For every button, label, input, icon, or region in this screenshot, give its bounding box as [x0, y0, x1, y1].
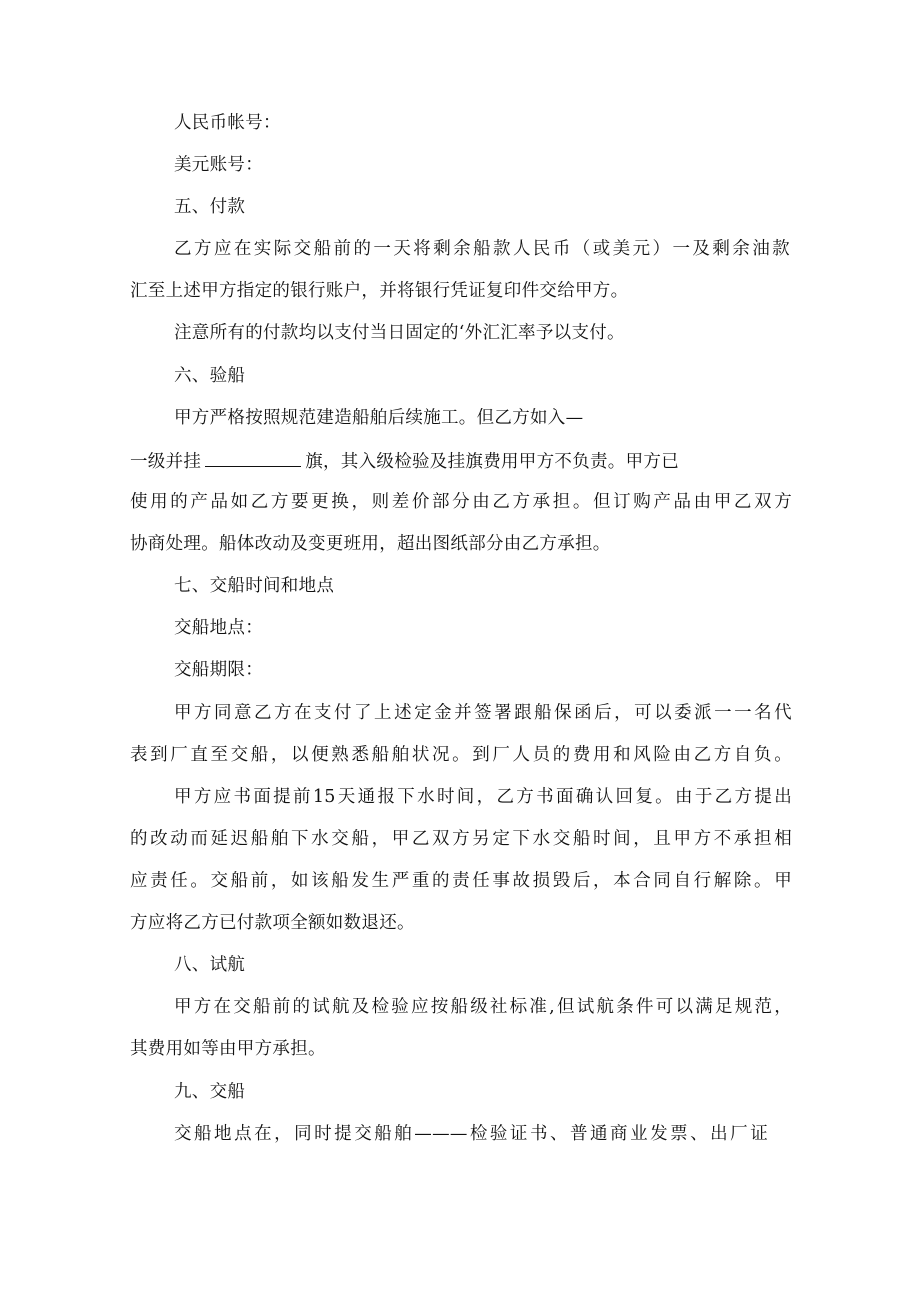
delivery-place-label: 交船地点：	[174, 618, 263, 638]
section-6-paragraph-line-2	[130, 448, 679, 474]
section-7-title: 七、交船时间和地点	[174, 576, 335, 596]
section-5-paragraph-1-line-1: 乙方应在实际交船前的一天将剩余船款人民币（或美元）一及剩余油款	[174, 239, 790, 259]
section-7-paragraph-1-line-2: 表到厂直至交船，以便熟悉船舶状况。到厂人员的费用和风险由乙方自负。	[130, 745, 792, 765]
section-6-paragraph-line-1: 甲方严格按照规范建造船舶后续施工。但乙方如入—	[174, 408, 584, 428]
section-6-title: 六、验船	[174, 366, 246, 386]
section-8-title: 八、试航	[174, 955, 246, 975]
section-5-title: 五、付款	[174, 197, 246, 217]
section-7-paragraph-2-line-3: 应责任。交船前，如该船发生严重的责任事故损毁后，本合同自行解除。甲	[130, 871, 792, 891]
section-7-paragraph-2-line-1: 甲方应书面提前15天通报下水时间，乙方书面确认回复。由于乙方提出	[174, 787, 792, 807]
usd-account-label: 美元账号：	[174, 155, 263, 175]
delivery-period-label: 交船期限：	[174, 660, 263, 680]
section-6-paragraph-line-4: 协商处理。船体改动及变更班用，超出图纸部分由乙方承担。	[130, 534, 611, 554]
section-5-paragraph-2: 注意所有的付款均以支付当日固定的‘外汇汇率予以支付。	[174, 323, 625, 343]
section-5-paragraph-1-line-2: 汇至上述甲方指定的银行账户，并将银行凭证复印件交给甲方。	[130, 281, 629, 301]
section-7-paragraph-1-line-1: 甲方同意乙方在支付了上述定金并签署跟船保函后，可以委派一一名代	[174, 703, 792, 723]
section-6-paragraph-line-3: 使用的产品如乙方要更换，则差价部分由乙方承担。但订购产品由甲乙双方	[130, 492, 792, 512]
section-8-paragraph-line-2: 其费用如等由甲方承担。	[130, 1039, 326, 1059]
section-9-paragraph-line-1: 交船地点在，同时提交船舶———检验证书、普通商业发票、出厂证	[174, 1124, 768, 1144]
flag-blank-field	[205, 448, 301, 467]
rmb-account-label: 人民币帐号：	[174, 113, 281, 133]
section-9-title: 九、交船	[174, 1082, 246, 1102]
section-8-paragraph-line-1: 甲方在交船前的试航及检验应按船级社标准,但试航条件可以满足规范，	[174, 997, 792, 1017]
section-7-paragraph-2-line-4: 方应将乙方已付款项全额如数退还。	[130, 913, 415, 933]
section-7-paragraph-2-line-2: 的改动而延迟船舶下水交船，甲乙双方另定下水交船时间，且甲方不承担相	[130, 829, 792, 849]
flag-prefix-text: 一级并挂	[130, 452, 202, 472]
flag-suffix-text: 旗，其入级检验及挂旗费用甲方不负责。甲方已	[305, 452, 680, 472]
